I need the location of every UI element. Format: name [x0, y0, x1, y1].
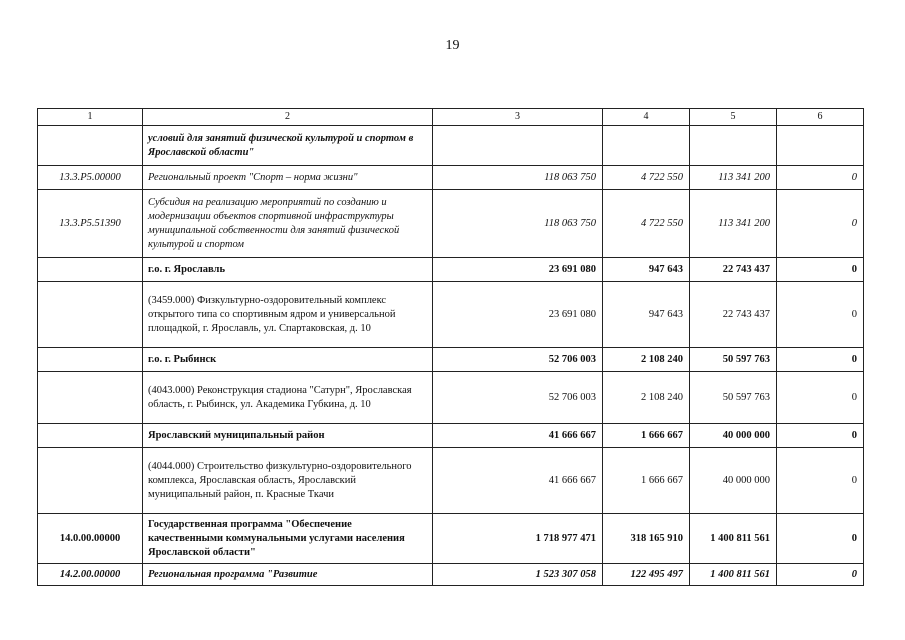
row-col4 — [603, 126, 690, 166]
row-col6: 0 — [777, 564, 864, 586]
budget-table — [37, 108, 864, 586]
row-code: 13.3.P5.51390 — [38, 190, 143, 258]
row-total: 1 523 307 058 — [433, 564, 603, 586]
row-total: 52 706 003 — [433, 372, 603, 424]
row-col5 — [690, 126, 777, 166]
table-row — [38, 190, 864, 258]
row-col6: 0 — [777, 258, 864, 282]
row-code: 14.0.00.00000 — [38, 514, 143, 564]
row-col5: 50 597 763 — [690, 372, 777, 424]
row-total: 41 666 667 — [433, 448, 603, 514]
page-number: 19 — [445, 38, 460, 53]
table-row — [38, 282, 864, 348]
column-header: 4 — [603, 109, 690, 126]
row-col4: 318 165 910 — [603, 514, 690, 564]
row-name: условий для занятий физической культурой и спортом в Ярославской области" — [143, 126, 433, 166]
row-col6: 0 — [777, 448, 864, 514]
row-col5: 22 743 437 — [690, 282, 777, 348]
table-row — [38, 564, 864, 586]
row-col6 — [777, 126, 864, 166]
row-total: 118 063 750 — [433, 190, 603, 258]
row-total: 23 691 080 — [433, 282, 603, 348]
row-name: Региональный проект "Спорт – норма жизни" — [143, 166, 433, 190]
row-code — [38, 282, 143, 348]
row-code — [38, 348, 143, 372]
row-col6: 0 — [777, 166, 864, 190]
table-row — [38, 258, 864, 282]
column-header: 3 — [433, 109, 603, 126]
row-col5: 22 743 437 — [690, 258, 777, 282]
row-col6: 0 — [777, 348, 864, 372]
row-total: 23 691 080 — [433, 258, 603, 282]
row-col4: 4 722 550 — [603, 166, 690, 190]
column-header: 1 — [38, 109, 143, 126]
row-total — [433, 126, 603, 166]
row-col6: 0 — [777, 424, 864, 448]
row-name: (4044.000) Строительство физкультурно-оздоровительного комплекса, Ярославская область, Ярославский муниципальный район, п. Красные Ткачи — [143, 448, 433, 514]
row-name: Субсидия на реализацию мероприятий по созданию и модернизации объектов спортивной инфраструктуры муниципальной собственности для занятий физической культурой и спортом — [143, 190, 433, 258]
row-col5: 40 000 000 — [690, 424, 777, 448]
row-col4: 1 666 667 — [603, 424, 690, 448]
row-code: 14.2.00.00000 — [38, 564, 143, 586]
row-col4: 2 108 240 — [603, 372, 690, 424]
row-col5: 1 400 811 561 — [690, 514, 777, 564]
row-col4: 122 495 497 — [603, 564, 690, 586]
row-col6: 0 — [777, 190, 864, 258]
row-col6: 0 — [777, 372, 864, 424]
row-col4: 1 666 667 — [603, 448, 690, 514]
row-col5: 1 400 811 561 — [690, 564, 777, 586]
table-row — [38, 424, 864, 448]
row-code — [38, 258, 143, 282]
row-code — [38, 424, 143, 448]
row-col5: 40 000 000 — [690, 448, 777, 514]
row-code — [38, 126, 143, 166]
row-total: 52 706 003 — [433, 348, 603, 372]
column-header: 5 — [690, 109, 777, 126]
row-total: 118 063 750 — [433, 166, 603, 190]
row-col6: 0 — [777, 282, 864, 348]
row-col4: 947 643 — [603, 282, 690, 348]
table-row — [38, 514, 864, 564]
row-name: (4043.000) Реконструкция стадиона "Сатурн", Ярославская область, г. Рыбинск, ул. Академика Губкина, д. 10 — [143, 372, 433, 424]
row-name: Региональная программа "Развитие — [143, 564, 433, 586]
row-code — [38, 372, 143, 424]
row-col4: 4 722 550 — [603, 190, 690, 258]
table-row — [38, 126, 864, 166]
row-col5: 113 341 200 — [690, 166, 777, 190]
row-name: Ярославский муниципальный район — [143, 424, 433, 448]
row-col5: 113 341 200 — [690, 190, 777, 258]
table-row — [38, 166, 864, 190]
column-header: 6 — [777, 109, 864, 126]
row-col4: 2 108 240 — [603, 348, 690, 372]
row-name: Государственная программа "Обеспечение качественными коммунальными услугами населения Ярославской области" — [143, 514, 433, 564]
row-code — [38, 448, 143, 514]
row-col6: 0 — [777, 514, 864, 564]
row-col5: 50 597 763 — [690, 348, 777, 372]
row-col4: 947 643 — [603, 258, 690, 282]
row-code: 13.3.P5.00000 — [38, 166, 143, 190]
row-name: (3459.000) Физкультурно-оздоровительный комплекс открытого типа со спортивным ядром и универсальной площадкой, г. Ярославль, ул. Спартаковская, д. 10 — [143, 282, 433, 348]
table-row — [38, 448, 864, 514]
row-name: г.о. г. Ярославль — [143, 258, 433, 282]
row-total: 1 718 977 471 — [433, 514, 603, 564]
header-row — [38, 109, 864, 126]
table-row — [38, 372, 864, 424]
column-header: 2 — [143, 109, 433, 126]
table-row — [38, 348, 864, 372]
row-name: г.о. г. Рыбинск — [143, 348, 433, 372]
row-total: 41 666 667 — [433, 424, 603, 448]
